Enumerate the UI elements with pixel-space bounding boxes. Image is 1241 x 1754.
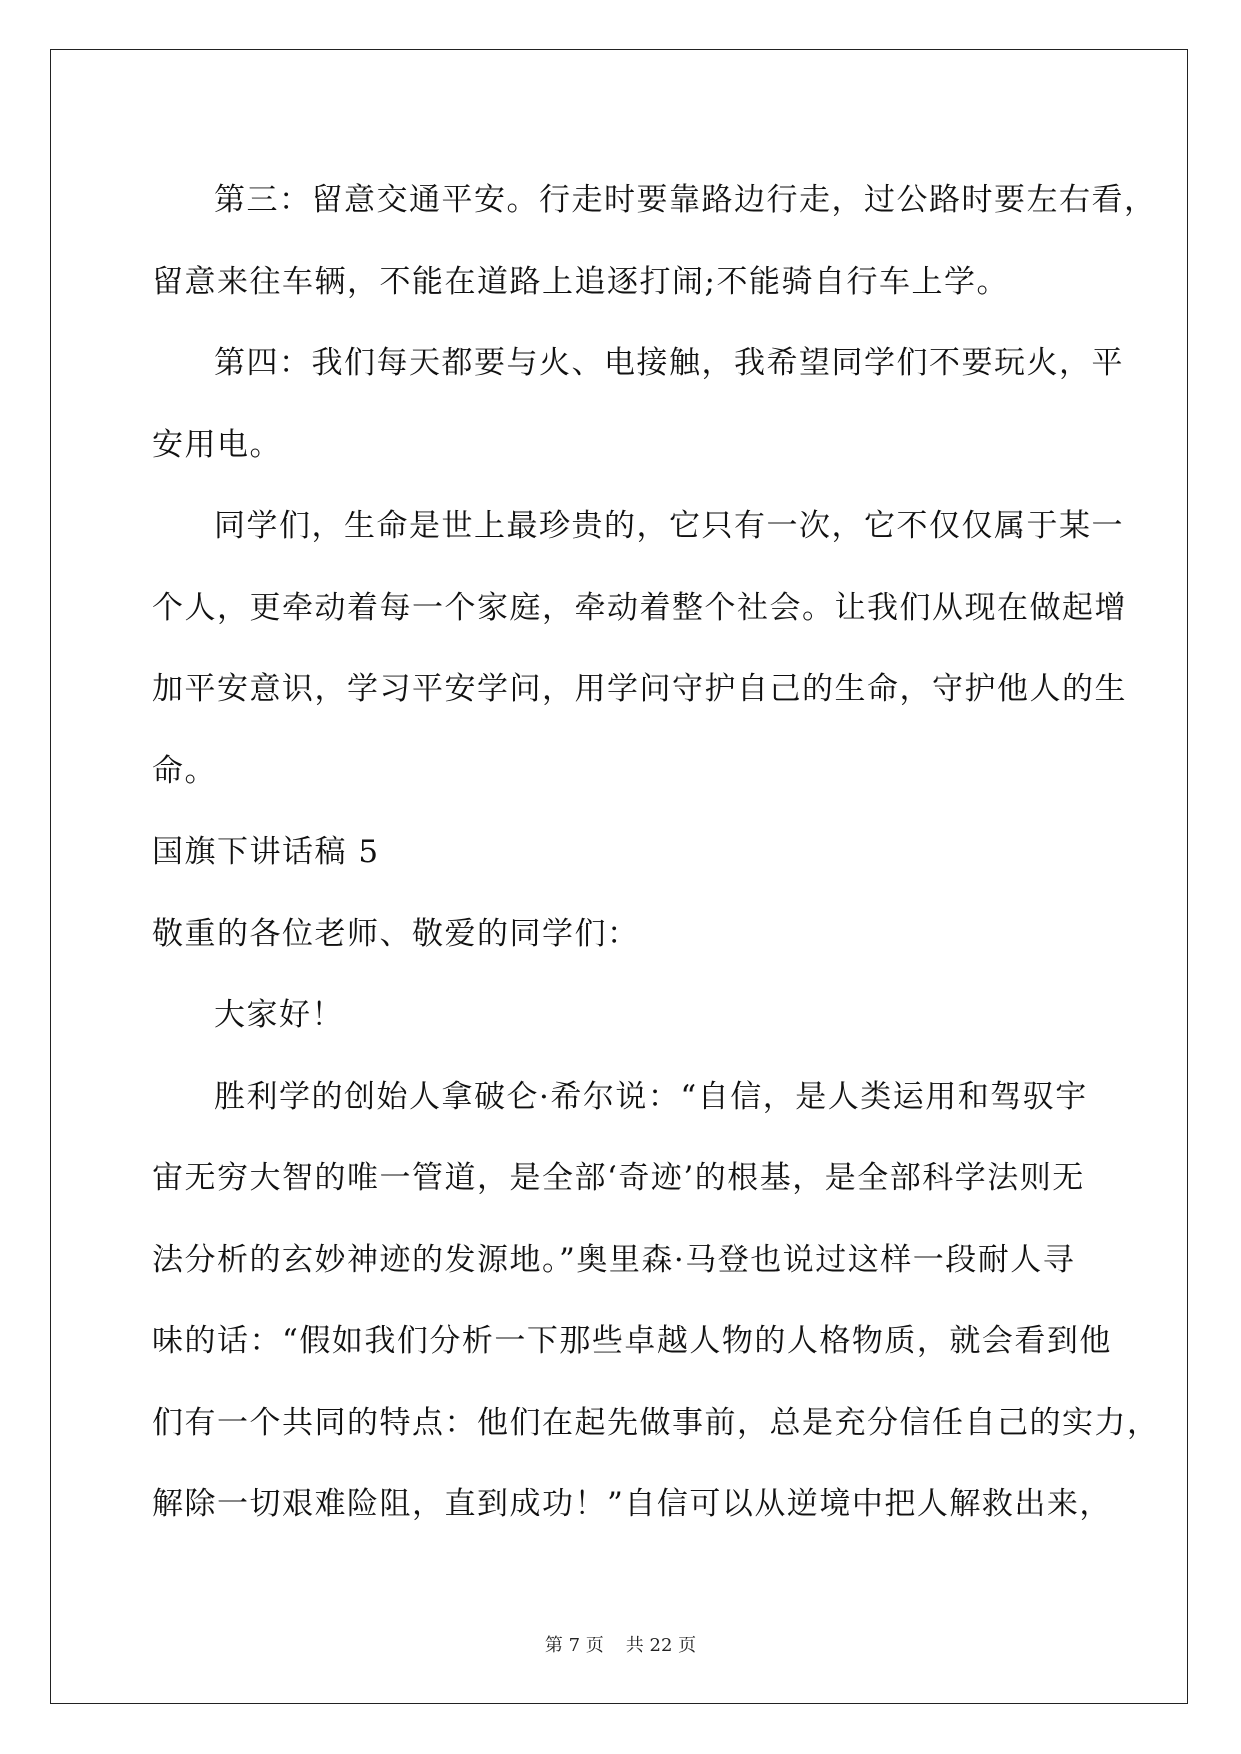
- paragraph-line: 第三：留意交通平安。行走时要靠路边行走，过公路时要左右看，: [214, 182, 1157, 218]
- paragraph-line: 命。: [152, 752, 217, 789]
- paragraph-line: 第四：我们每天都要与火、电接触，我希望同学们不要玩火，平: [214, 345, 1124, 381]
- paragraph-line: 解除一切艰难险阻，直到成功！”自信可以从逆境中把人解救出来，: [152, 1486, 1112, 1522]
- paragraph-line: 们有一个共同的特点：他们在起先做事前，总是充分信任自己的实力，: [152, 1404, 1160, 1441]
- paragraph-line: 留意来往车辆，不能在道路上追逐打闹;不能骑自行车上学。: [152, 263, 1009, 300]
- paragraph-line: 法分析的玄妙神迹的发源地。”奥里森·马登也说过这样一段耐人寻: [152, 1241, 1076, 1278]
- greeting: 大家好！: [214, 997, 344, 1033]
- paragraph-line: 加平安意识，学习平安学问，用学问守护自己的生命，守护他人的生: [152, 671, 1127, 707]
- page-total: 共 22 页: [625, 1635, 697, 1656]
- paragraph-line: 味的话：“假如我们分析一下那些卓越人物的人格物质，就会看到他: [152, 1323, 1112, 1359]
- page-footer: [0, 1631, 1241, 1657]
- section-heading: 国旗下讲话稿 5: [152, 834, 380, 870]
- paragraph-line: 安用电。: [152, 426, 282, 463]
- paragraph-line: 个人，更牵动着每一个家庭，牵动着整个社会。让我们从现在做起增: [152, 589, 1127, 626]
- paragraph-line: 胜利学的创始人拿破仑·希尔说：“自信，是人类运用和驾驭宇: [214, 1078, 1088, 1115]
- document-body: [152, 160, 1160, 1546]
- paragraph-line: 宙无穷大智的唯一管道，是全部‘奇迹’的根基，是全部科学法则无: [152, 1160, 1085, 1196]
- page-number: 第 7 页: [544, 1635, 604, 1656]
- paragraph-line: 同学们，生命是世上最珍贵的，它只有一次，它不仅仅属于某一: [214, 508, 1124, 544]
- salutation: 敬重的各位老师、敬爱的同学们：: [152, 915, 640, 952]
